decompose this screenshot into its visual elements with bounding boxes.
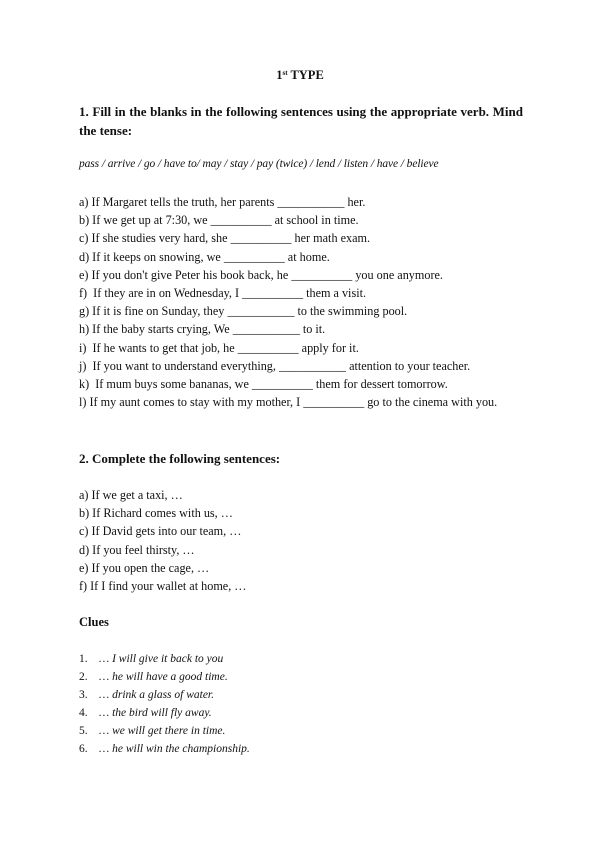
sentence-item [79, 541, 523, 559]
item-letter: g) [79, 304, 90, 319]
section1-list [79, 193, 523, 411]
sentence-item [79, 229, 523, 247]
sentence-item [79, 284, 523, 302]
item-text: If David gets into our team, … [91, 524, 242, 539]
sentence-item [79, 193, 523, 211]
item-letter: a) [79, 195, 89, 209]
clues-list [79, 650, 250, 758]
clue-item [79, 722, 250, 740]
clue-item [79, 740, 250, 758]
section2-heading [79, 449, 523, 468]
clue-item [79, 704, 250, 722]
item-text: If you want to understand everything, ___________ attention to your teacher. [89, 358, 471, 373]
sentence-item [79, 486, 523, 504]
item-text: If they are in on Wednesday, I __________ them a visit. [90, 285, 367, 300]
clue-text: … the bird will fly away. [99, 707, 212, 719]
item-letter: j) [79, 358, 87, 373]
clue-text: … I will give it back to you [99, 653, 224, 665]
clue-number: 5. [79, 725, 88, 737]
section2-heading-text: Complete the following sentences: [92, 451, 281, 466]
item-letter: c) [79, 231, 89, 246]
sentence-item [79, 393, 523, 411]
clue-text: … drink a glass of water. [99, 689, 215, 701]
item-letter: l) [79, 395, 87, 410]
item-text: If it is fine on Sunday, they ___________ to the swimming pool. [92, 304, 408, 319]
clues-heading: Clues [79, 615, 109, 629]
item-text: If you feel thirsty, … [92, 542, 195, 557]
section2-number: 2. [79, 451, 89, 466]
clue-number: 3. [79, 689, 88, 701]
item-text: If you open the cage, … [91, 560, 210, 575]
item-letter: k) [79, 376, 90, 391]
clue-text: … he will win the championship. [99, 743, 250, 755]
item-letter: b) [79, 213, 90, 228]
item-text: If he wants to get that job, he __________ apply for it. [89, 340, 359, 355]
sentence-item [79, 559, 523, 577]
item-text: If my aunt comes to stay with my mother, I __________ go to the cinema with you. [89, 395, 498, 410]
sentence-item [79, 339, 523, 357]
sentence-item [79, 211, 523, 229]
page-title [0, 68, 600, 83]
item-letter: f) [79, 578, 88, 593]
item-letter: b) [79, 506, 90, 521]
item-text: If the baby starts crying, We ___________ to it. [92, 322, 326, 337]
item-text: If mum buys some bananas, we __________ them for dessert tomorrow. [92, 376, 448, 391]
item-letter: d) [79, 249, 90, 264]
clue-text: … he will have a good time. [99, 671, 228, 683]
sentence-item [79, 504, 523, 522]
item-text: If we get a taxi, … [91, 488, 183, 502]
sentence-item [79, 302, 523, 320]
clue-item [79, 650, 250, 668]
item-text: If it keeps on snowing, we __________ at home. [92, 249, 330, 264]
section1-number: 1. [79, 104, 89, 119]
section2-list [79, 486, 523, 595]
clue-number: 1. [79, 653, 88, 665]
title-number: 1 [276, 68, 283, 82]
sentence-item [79, 266, 523, 284]
verb-options: pass / arrive / go / have to/ may / stay / pay (twice) / lend / listen / have / believe [79, 158, 439, 170]
item-letter: e) [79, 267, 89, 282]
clue-item [79, 686, 250, 704]
section1-heading-text: Fill in the blanks in the following sentences using the appropriate verb. Mind the tense: [79, 104, 524, 138]
item-text: If Richard comes with us, … [92, 506, 233, 521]
item-text: If she studies very hard, she __________ her math exam. [91, 231, 371, 246]
title-ordinal: st [282, 69, 288, 77]
item-text: If Margaret tells the truth, her parents ___________ her. [91, 195, 366, 209]
clue-number: 6. [79, 743, 88, 755]
sentence-item [79, 577, 523, 595]
item-letter: d) [79, 542, 90, 557]
sentence-item [79, 248, 523, 266]
item-letter: h) [79, 322, 90, 337]
clue-number: 2. [79, 671, 88, 683]
title-text: TYPE [290, 68, 324, 82]
item-letter: e) [79, 560, 89, 575]
clue-number: 4. [79, 707, 88, 719]
clue-item [79, 668, 250, 686]
sentence-item [79, 320, 523, 338]
sentence-item [79, 522, 523, 540]
item-letter: i) [79, 340, 87, 355]
item-text: If you don't give Peter his book back, he __________ you one anymore. [91, 267, 443, 282]
item-text: If I find your wallet at home, … [90, 578, 247, 593]
clue-text: … we will get there in time. [99, 725, 226, 737]
section1-heading [79, 102, 523, 140]
sentence-item [79, 357, 523, 375]
item-letter: a) [79, 488, 89, 502]
item-letter: c) [79, 524, 89, 539]
item-text: If we get up at 7:30, we __________ at school in time. [92, 213, 359, 228]
sentence-item [79, 375, 523, 393]
item-letter: f) [79, 285, 88, 300]
